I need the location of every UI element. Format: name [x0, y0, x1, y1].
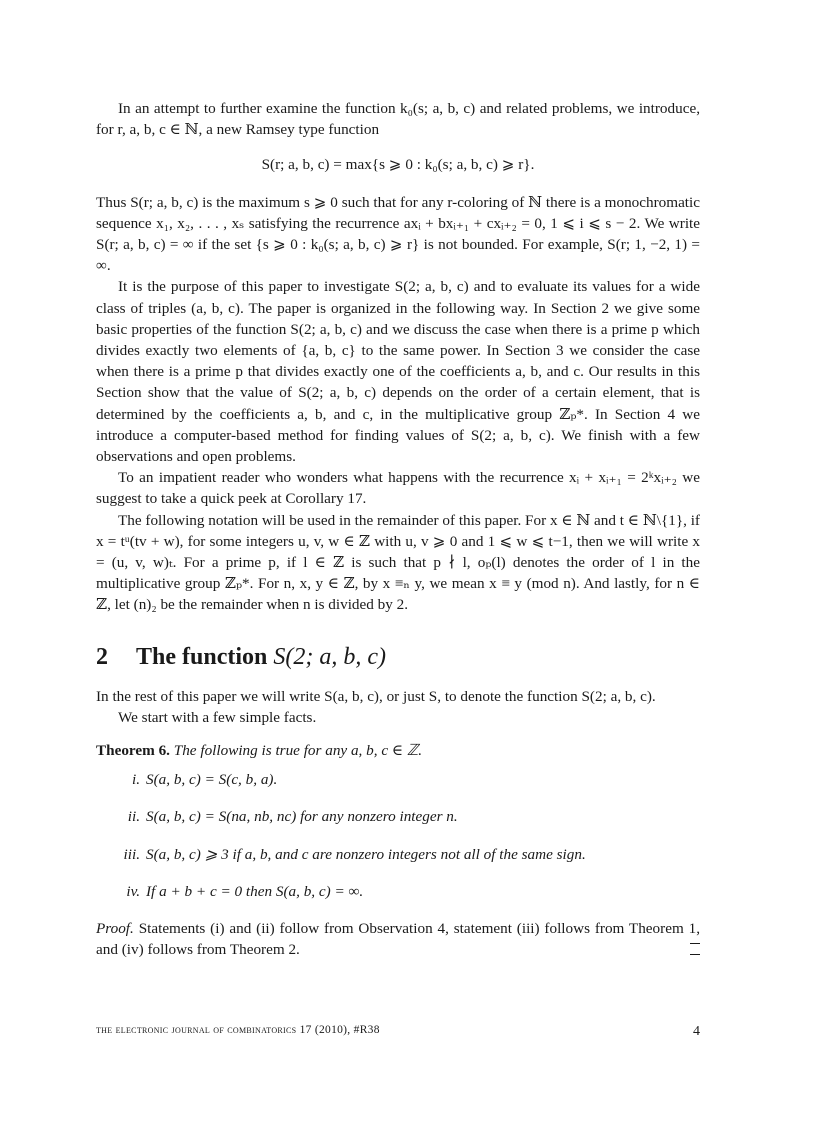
section-title-math: S(2; a, b, c): [273, 643, 386, 670]
paragraph-notation-s: In the rest of this paper we will write S(a, b, c), or just S, to denote the function S(2; a, b, c).: [96, 687, 656, 705]
section-number: 2: [96, 643, 108, 670]
paragraph-definition: Thus S(r; a, b, c) is the maximum s ⩾ 0 such that for any r-coloring of ℕ there is a monochromatic sequence x₁, x₂, . . . , xₛ satisfying the recurrence axᵢ + bxᵢ₊₁ + cxᵢ₊₂ = 0, 1 ⩽ i ⩽ s − 2. We write S(r; a, b, c) = ∞ if the set {s ⩾ 0 : k₀(s; a, b, c) ⩾ r} is not bounded. For example, S(r; 1, −2, 1) = ∞.: [96, 193, 700, 275]
proof: [96, 918, 700, 960]
theorem-item: iii. S(a, b, c) ⩾ 3 if a, b, and c are nonzero integers not all of the same sign.: [123, 845, 586, 863]
theorem-statement: The following is true for any a, b, c ∈ ℤ.: [173, 742, 423, 760]
theorem-head: Theorem 6.: [96, 742, 170, 760]
paragraph-impatient-reader: To an impatient reader who wonders what happens with the recurrence xᵢ + xᵢ₊₁ = 2ᵏxᵢ₊₂ we suggest to take a quick peek at Corollary 17.: [96, 469, 700, 508]
theorem-item: i. S(a, b, c) = S(c, b, a).: [131, 771, 278, 789]
paragraph-notation: The following notation will be used in the remainder of this paper. For x ∈ ℕ and t ∈ ℕ\{1}, if x = tᵘ(tv + w), for some integers u, v, w ∈ ℤ with u, v ⩾ 0 and 1 ⩽ w ⩽ t−1, then we will write x = (u, v, w)ₜ. For a prime p, if l ∈ ℤ is such that p ∤ l, oₚ(l) denotes the order of l in the multiplicative group ℤₚ*. For n, x, y ∈ ℤ, by x ≡ₙ y, we mean x ≡ y (mod n). And lastly, for n ∈ ℤ, let (n)₂ be the remainder when n is divided by 2.: [96, 511, 700, 614]
proof-text: Statements (i) and (ii) follow from Observation 4, statement (iii) follows from Theorem 1, and (iv) follows from Theorem 2.: [96, 920, 700, 959]
paragraph-simple-facts: We start with a few simple facts.: [118, 708, 317, 726]
section-title: The function: [136, 643, 268, 670]
theorem-item: ii. S(a, b, c) = S(na, nb, nc) for any nonzero integer n.: [127, 808, 458, 826]
page-number: 4: [693, 1024, 700, 1039]
theorem-item: iv. If a + b + c = 0 then S(a, b, c) = ∞.: [126, 882, 364, 900]
page-body: [96, 98, 700, 961]
page-footer: [96, 1024, 700, 1039]
theorem-6: [96, 740, 700, 902]
paragraph-purpose: It is the purpose of this paper to investigate S(2; a, b, c) and to evaluate its values for a wide class of triples (a, b, c). The paper is organized in the following way. In Section 2 we give some basic properties of the function S(2; a, b, c) and we discuss the case when there is a prime p which divides exactly two elements of {a, b, c} to the same power. In Section 3 we consider the case when there is a prime p that divides exactly one of the coefficients a, b, and c. Our results in this Section show that the value of S(2; a, b, c) depends on the order of a certain element, that is determined by the coefficients a, b, and c, in the multiplicative group ℤₚ*. In Section 4 we introduce a computer-based method for finding values of S(2; a, b, c). We finish with a few observations and open problems.: [96, 278, 700, 466]
paragraph-intro: In an attempt to further examine the function k₀(s; a, b, c) and related problems, we introduce, for r, a, b, c ∈ ℕ, a new Ramsey type function: [96, 100, 700, 139]
journal-citation: the electronic journal of combinatorics 17 (2010), #R38: [96, 1024, 380, 1036]
section-heading: [96, 642, 700, 672]
proof-label: Proof.: [96, 920, 134, 938]
qed-box-icon: [690, 943, 700, 955]
display-equation-ramsey: S(r; a, b, c) = max{s ⩾ 0 : k₀(s; a, b, c) ⩾ r}.: [261, 156, 535, 174]
theorem-items: [96, 769, 700, 902]
